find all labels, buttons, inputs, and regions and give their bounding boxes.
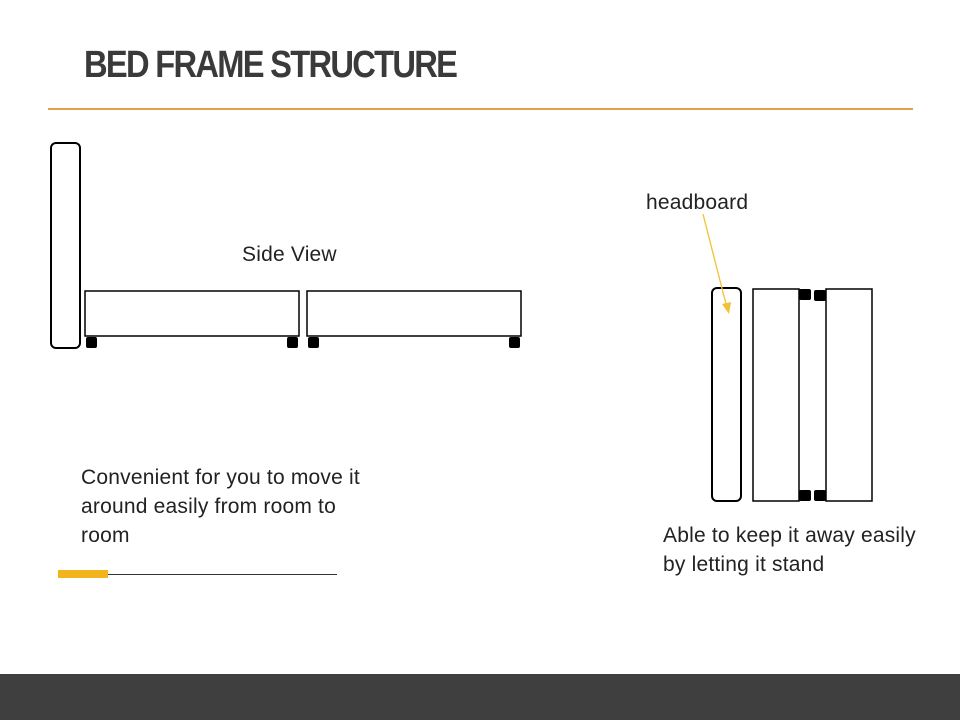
stand-view-leg xyxy=(799,289,811,300)
stand-view-headboard xyxy=(712,288,741,501)
side-view-headboard xyxy=(51,143,80,348)
side-view-leg xyxy=(86,337,97,348)
stand-view-base-left xyxy=(753,289,799,501)
slide-title: BED FRAME STRUCTURE xyxy=(84,44,457,86)
side-view-leg xyxy=(509,337,520,348)
side-view-leg xyxy=(308,337,319,348)
stand-view-leg xyxy=(799,490,811,501)
side-view-base-left xyxy=(85,291,299,336)
footer-bar xyxy=(0,674,960,720)
stand-view-leg xyxy=(814,490,826,501)
accent-bar xyxy=(58,570,108,578)
headboard-label: headboard xyxy=(646,191,749,214)
caption-mobility: Convenient for you to move it around easily from room to room xyxy=(81,466,360,547)
stand-view-leg xyxy=(814,290,826,301)
side-view-leg xyxy=(287,337,298,348)
stand-view-base-right xyxy=(826,289,872,501)
side-view-base-right xyxy=(307,291,521,336)
side-view-label: Side View xyxy=(242,243,337,266)
accent-underline xyxy=(108,574,337,575)
caption-storage: Able to keep it away easily by letting it stand xyxy=(663,524,916,576)
